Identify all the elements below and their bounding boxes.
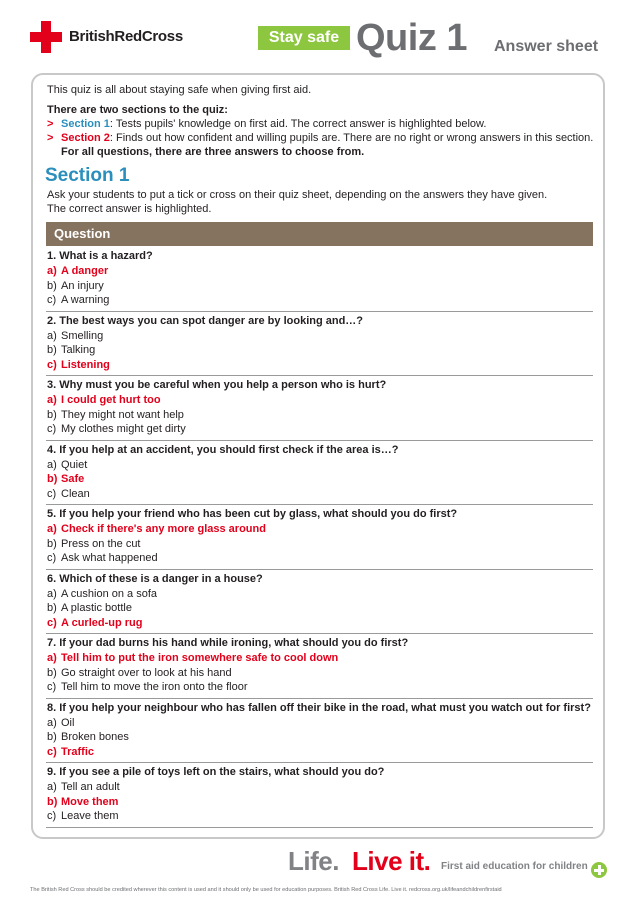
answer-option: [47, 329, 593, 344]
option-text: Move them: [61, 795, 119, 808]
answer-option: [47, 343, 593, 358]
option-text: Tell him to put the iron somewhere safe to cool down: [61, 652, 339, 664]
correct-answer-option: [47, 616, 593, 631]
option-letter: c): [47, 552, 57, 564]
section-title: Section 1: [45, 165, 130, 186]
option-text: A curled-up rug: [61, 616, 143, 629]
option-letter: c): [47, 487, 57, 500]
answer-option: [47, 730, 593, 745]
answer-option: [47, 587, 593, 602]
answer-option: [47, 716, 593, 731]
option-letter: a): [47, 587, 57, 600]
intro-block: [47, 83, 597, 159]
question-item: [46, 376, 593, 441]
answer-option: [47, 809, 593, 824]
brand-name: BritishRedCross: [69, 28, 183, 45]
page-header: [0, 0, 638, 68]
option-text: Smelling: [61, 329, 104, 342]
question-text: 1. What is a hazard?: [47, 250, 153, 262]
option-text: A cushion on a sofa: [61, 587, 158, 600]
tagline-descriptor: First aid education for children: [441, 861, 588, 872]
question-text: 5. If you help your friend who has been cut by glass, what should you do first?: [47, 508, 458, 520]
question-item: [46, 763, 593, 828]
option-text: My clothes might get dirty: [61, 423, 186, 435]
page-title: Quiz 1: [356, 17, 468, 59]
red-cross-icon: [30, 21, 62, 53]
option-letter: c): [47, 294, 57, 306]
section2-label: Section 2: [61, 132, 110, 144]
option-text: A plastic bottle: [61, 602, 132, 614]
section1-bullet: [47, 117, 597, 131]
question-table-header: Question: [46, 222, 593, 246]
answer-option: [47, 780, 593, 795]
question-item: [46, 699, 593, 764]
section1-label: Section 1: [61, 118, 110, 130]
answer-option: [47, 601, 593, 616]
option-text: They might not want help: [61, 408, 184, 421]
option-text: I could get hurt too: [61, 394, 161, 406]
option-letter: c): [47, 810, 57, 822]
option-letter: a): [47, 265, 57, 277]
answer-option: [47, 487, 593, 502]
option-text: Listening: [61, 358, 110, 371]
question-text: 9. If you see a pile of toys left on the stairs, what should you do?: [47, 766, 385, 778]
answer-option: [47, 537, 593, 552]
option-letter: b): [47, 408, 57, 421]
correct-answer-option: [47, 651, 593, 666]
option-text: Talking: [61, 344, 96, 356]
correct-answer-option: [47, 393, 593, 408]
option-letter: a): [47, 394, 57, 406]
correct-answer-option: [47, 745, 593, 760]
option-text: Safe: [61, 473, 85, 485]
section-desc-line: Ask your students to put a tick or cross on their quiz sheet, depending on the answers they have given.: [47, 189, 548, 201]
question-item: [46, 634, 593, 699]
section1-text: : Tests pupils' knowledge on first aid. The correct answer is highlighted below.: [109, 118, 487, 130]
intro-line: This quiz is all about staying safe when giving first aid.: [47, 84, 312, 96]
correct-answer-option: [47, 358, 593, 373]
option-letter: b): [47, 279, 57, 292]
option-letter: c): [47, 423, 57, 435]
option-letter: a): [47, 652, 57, 664]
option-text: A danger: [61, 265, 109, 277]
option-letter: b): [47, 795, 58, 808]
question-text: 2. The best ways you can spot danger are by looking and…?: [47, 314, 364, 327]
correct-answer-option: [47, 264, 593, 279]
section2-text: : Finds out how confident and willing pupils are. There are no right or wrong answers in this section.: [109, 132, 594, 144]
stay-safe-badge: Stay safe: [258, 26, 350, 50]
footer-credit: The British Red Cross should be credited wherever this content is used and it should only be used for education purposes. British Red Cross Life. Live it. redcross.org.uk/lifeandchildrenfirstaid: [30, 887, 502, 893]
answer-option: [47, 293, 593, 308]
question-item: [46, 312, 593, 377]
option-text: Clean: [61, 487, 90, 500]
option-text: Broken bones: [61, 731, 129, 743]
option-letter: a): [47, 523, 57, 535]
option-letter: b): [47, 473, 58, 485]
bullet-arrow: >: [47, 118, 54, 130]
question-text: 8. If you help your neighbour who has fallen off their bike in the road, what must you watch out for first?: [47, 701, 591, 714]
correct-answer-option: [47, 795, 593, 810]
section-description: [47, 188, 597, 216]
question-item: [46, 441, 593, 506]
option-letter: b): [47, 537, 57, 550]
option-letter: b): [47, 731, 57, 743]
option-letter: a): [47, 329, 57, 342]
option-letter: c): [47, 745, 57, 758]
answer-option: [47, 551, 593, 566]
tagline-live-it: Live it.: [352, 846, 431, 876]
plus-circle-icon: [591, 862, 607, 878]
option-text: Go straight over to look at his hand: [61, 666, 232, 679]
question-text: 6. Which of these is a danger in a house?: [47, 572, 263, 585]
question-text: 3. Why must you be careful when you help a person who is hurt?: [47, 379, 387, 391]
option-letter: c): [47, 681, 57, 693]
option-letter: c): [47, 358, 57, 371]
option-letter: a): [47, 458, 57, 471]
answer-option: [47, 680, 593, 695]
option-text: An injury: [61, 279, 104, 292]
option-text: Oil: [61, 716, 75, 729]
option-letter: b): [47, 344, 57, 356]
question-item: [46, 505, 593, 570]
option-letter: b): [47, 666, 57, 679]
question-text: 4. If you help at an accident, you should first check if the area is…?: [47, 443, 399, 456]
bullet-arrow: >: [47, 132, 54, 144]
option-text: A warning: [61, 294, 110, 306]
answer-option: [47, 422, 593, 437]
correct-answer-option: [47, 522, 593, 537]
answer-option: [47, 279, 593, 294]
option-text: Ask what happened: [61, 552, 158, 564]
correct-answer-option: [47, 472, 593, 487]
answer-option: [47, 408, 593, 423]
option-text: Tell an adult: [61, 781, 120, 793]
all-questions-note: For all questions, there are three answers to choose from.: [61, 146, 365, 158]
option-text: Press on the cut: [61, 537, 141, 550]
page-subtitle: Answer sheet: [494, 38, 599, 55]
tagline-life: Life.: [288, 846, 339, 876]
answer-option: [47, 458, 593, 473]
option-letter: a): [47, 781, 57, 793]
option-text: Tell him to move the iron onto the floor: [61, 681, 248, 693]
option-text: Check if there's any more glass around: [61, 523, 266, 535]
sections-heading: There are two sections to the quiz:: [47, 104, 228, 116]
question-text: 7. If your dad burns his hand while ironing, what should you do first?: [47, 637, 409, 649]
question-list: [46, 247, 593, 828]
option-text: Traffic: [61, 745, 95, 758]
answer-option: [47, 666, 593, 681]
question-item: [46, 570, 593, 635]
option-letter: a): [47, 716, 57, 729]
question-item: [46, 247, 593, 312]
section-desc-line: The correct answer is highlighted.: [47, 203, 212, 215]
option-text: Quiet: [61, 458, 88, 471]
option-letter: b): [47, 602, 57, 614]
option-letter: c): [47, 616, 57, 629]
option-text: Leave them: [61, 810, 119, 822]
section2-bullet: [47, 131, 597, 145]
